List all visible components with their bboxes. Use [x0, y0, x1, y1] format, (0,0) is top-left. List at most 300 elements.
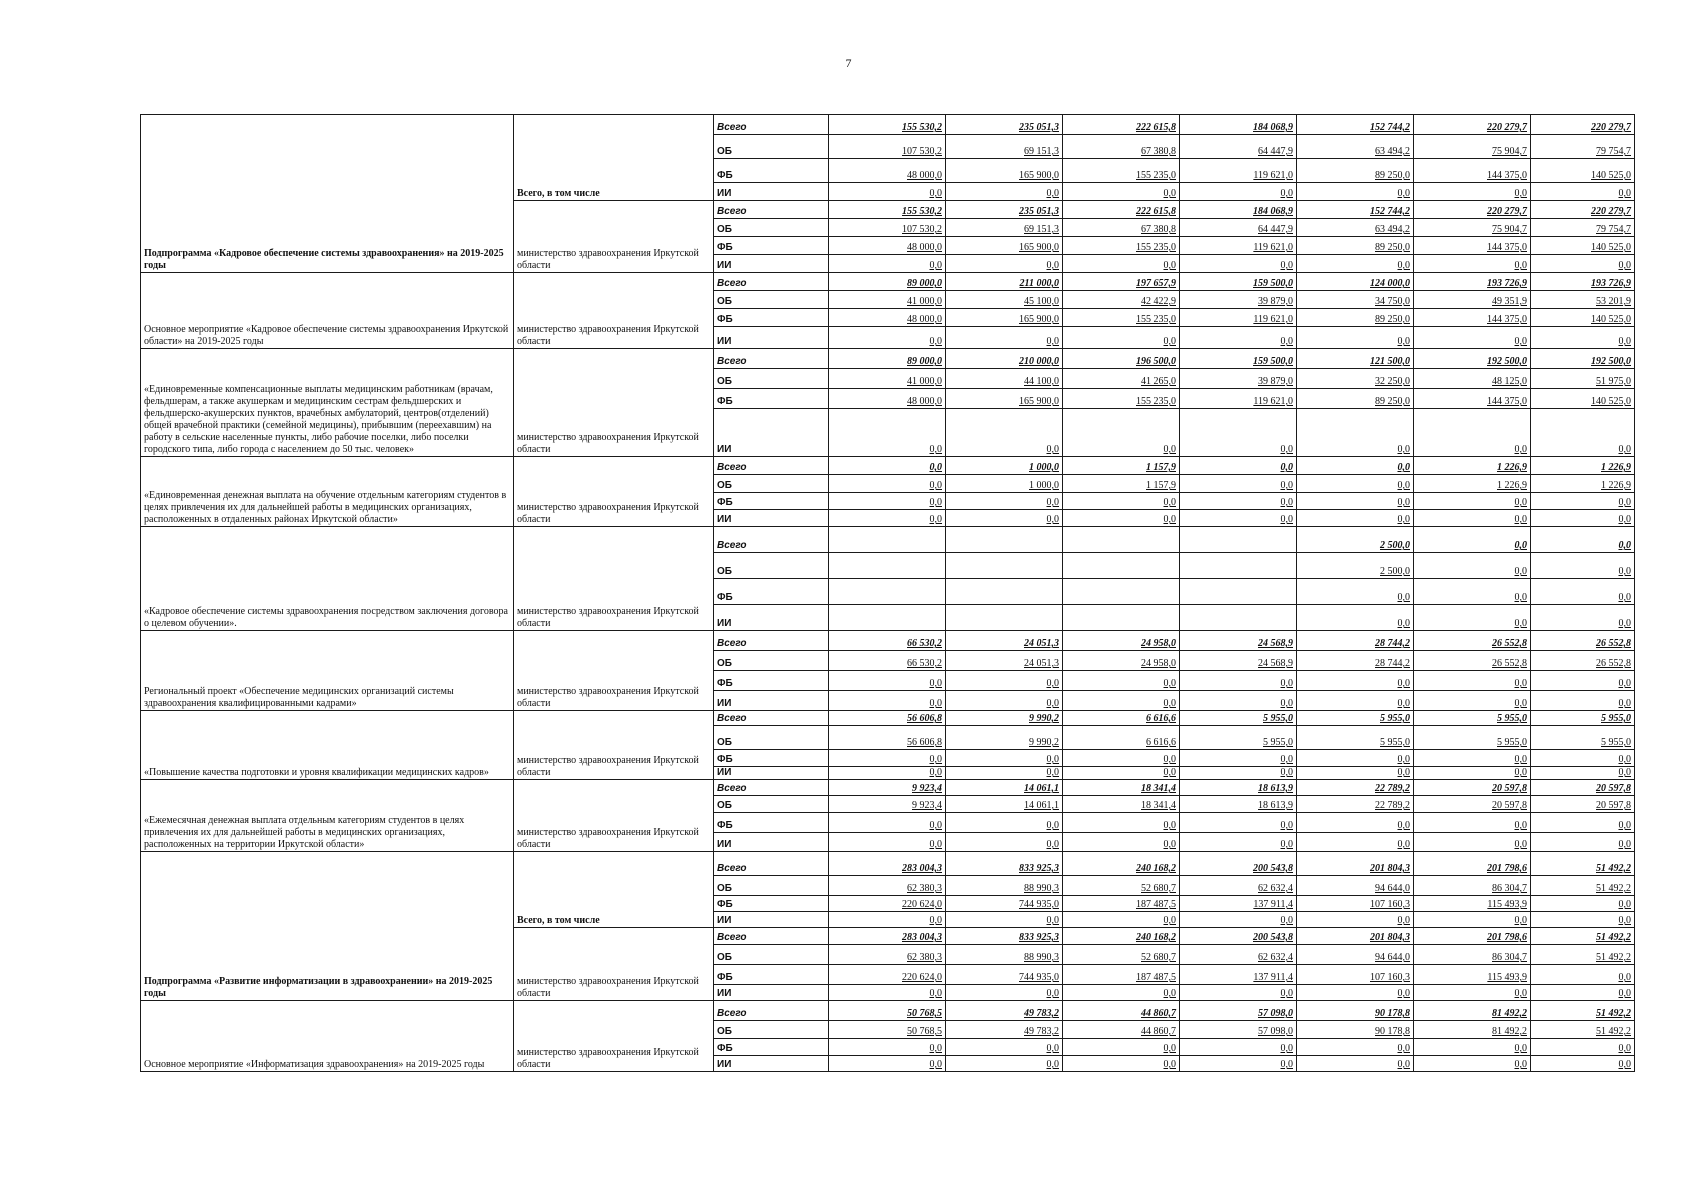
amount-cell: 0,0 [1063, 767, 1180, 780]
amount-cell: 159 500,0 [1180, 273, 1297, 291]
amount-cell: 220 279,7 [1414, 201, 1531, 219]
amount-cell: 0,0 [1531, 255, 1635, 273]
amount-cell: 51 492,2 [1531, 928, 1635, 945]
amount-cell: 144 375,0 [1414, 389, 1531, 409]
funding-source-cell: ОБ [714, 475, 829, 493]
amount-cell: 0,0 [829, 691, 946, 711]
amount-cell: 744 935,0 [946, 896, 1063, 912]
funding-source-cell: ОБ [714, 651, 829, 671]
amount-cell: 0,0 [1180, 671, 1297, 691]
amount-cell: 24 051,3 [946, 651, 1063, 671]
amount-cell: 50 768,5 [829, 1021, 946, 1039]
funding-source-cell: Всего [714, 273, 829, 291]
amount-cell: 1 226,9 [1414, 457, 1531, 475]
amount-cell: 69 151,3 [946, 219, 1063, 237]
amount-cell: 0,0 [1414, 527, 1531, 553]
amount-cell: 0,0 [946, 767, 1063, 780]
amount-cell: 187 487,5 [1063, 965, 1180, 985]
amount-cell: 51 492,2 [1531, 876, 1635, 896]
amount-cell [1180, 553, 1297, 579]
amount-cell: 0,0 [946, 327, 1063, 349]
funding-source-cell: ИИ [714, 833, 829, 852]
amount-cell: 20 597,8 [1414, 780, 1531, 796]
amount-cell: 0,0 [1414, 409, 1531, 457]
amount-cell: 0,0 [1180, 255, 1297, 273]
amount-cell: 192 500,0 [1531, 349, 1635, 369]
amount-cell: 62 380,3 [829, 876, 946, 896]
amount-cell: 89 000,0 [829, 273, 946, 291]
amount-cell: 0,0 [1531, 1056, 1635, 1072]
executor-cell: Всего, в том числе [514, 852, 714, 928]
amount-cell: 107 160,3 [1297, 896, 1414, 912]
amount-cell: 41 265,0 [1063, 369, 1180, 389]
program-name-cell: «Ежемесячная денежная выплата отдельным категориям студентов в целях привлечения их для дальнейшей работы в медицинских организациях, расположенных на территории Иркутской области» [141, 780, 514, 852]
amount-cell: 119 621,0 [1180, 389, 1297, 409]
executor-cell: Всего, в том числе [514, 115, 714, 201]
amount-cell: 0,0 [1531, 553, 1635, 579]
amount-cell: 14 061,1 [946, 780, 1063, 796]
amount-cell: 0,0 [829, 510, 946, 527]
amount-cell: 51 492,2 [1531, 1021, 1635, 1039]
amount-cell: 0,0 [1180, 475, 1297, 493]
amount-cell: 81 492,2 [1414, 1001, 1531, 1021]
amount-cell: 94 644,0 [1297, 876, 1414, 896]
amount-cell: 0,0 [946, 510, 1063, 527]
amount-cell: 5 955,0 [1414, 711, 1531, 726]
amount-cell: 0,0 [1063, 1056, 1180, 1072]
amount-cell: 9 990,2 [946, 726, 1063, 750]
table-row [141, 273, 1635, 291]
amount-cell: 0,0 [1063, 813, 1180, 833]
amount-cell: 1 000,0 [946, 475, 1063, 493]
funding-source-cell: Всего [714, 201, 829, 219]
amount-cell: 88 990,3 [946, 945, 1063, 965]
amount-cell: 0,0 [829, 255, 946, 273]
amount-cell [946, 553, 1063, 579]
program-name-cell: «Единовременные компенсационные выплаты медицинским работникам (врачам, фельдшерам, а также акушеркам и медицинским сестрам фельдшерских и фельдшерско-акушерских пунктов, врачебных амбулаторий, центров(отделений) общей врачебной практики (семейной медицины), прибывшим (переехавшим) на работу в сельские населенные пункты, либо рабочие поселки, либо поселки городского типа, либо города с населением до 50 тыс. человек» [141, 349, 514, 457]
amount-cell: 14 061,1 [946, 796, 1063, 813]
amount-cell: 220 624,0 [829, 965, 946, 985]
amount-cell: 0,0 [1180, 457, 1297, 475]
amount-cell: 89 250,0 [1297, 237, 1414, 255]
amount-cell: 0,0 [1297, 767, 1414, 780]
amount-cell: 0,0 [1297, 1056, 1414, 1072]
amount-cell: 0,0 [1414, 813, 1531, 833]
amount-cell [1180, 605, 1297, 631]
executor-cell: министерство здравоохранения Иркутской области [514, 928, 714, 1001]
amount-cell: 39 879,0 [1180, 291, 1297, 309]
amount-cell: 159 500,0 [1180, 349, 1297, 369]
amount-cell: 0,0 [1297, 493, 1414, 510]
amount-cell: 5 955,0 [1531, 726, 1635, 750]
amount-cell: 192 500,0 [1414, 349, 1531, 369]
amount-cell: 115 493,9 [1414, 896, 1531, 912]
amount-cell: 18 613,9 [1180, 780, 1297, 796]
funding-source-cell: Всего [714, 928, 829, 945]
executor-cell: министерство здравоохранения Иркутской области [514, 201, 714, 273]
amount-cell: 137 911,4 [1180, 896, 1297, 912]
amount-cell: 67 380,8 [1063, 135, 1180, 159]
amount-cell: 22 789,2 [1297, 780, 1414, 796]
amount-cell: 0,0 [1063, 691, 1180, 711]
amount-cell: 0,0 [1180, 813, 1297, 833]
amount-cell: 0,0 [1180, 327, 1297, 349]
amount-cell: 0,0 [1180, 691, 1297, 711]
amount-cell [1180, 579, 1297, 605]
amount-cell: 20 597,8 [1531, 780, 1635, 796]
funding-source-cell: ИИ [714, 409, 829, 457]
amount-cell [829, 605, 946, 631]
amount-cell: 165 900,0 [946, 237, 1063, 255]
amount-cell: 140 525,0 [1531, 237, 1635, 255]
amount-cell: 240 168,2 [1063, 928, 1180, 945]
amount-cell: 0,0 [1063, 327, 1180, 349]
amount-cell: 0,0 [1531, 671, 1635, 691]
funding-source-cell: ИИ [714, 605, 829, 631]
amount-cell: 144 375,0 [1414, 309, 1531, 327]
amount-cell: 0,0 [1414, 833, 1531, 852]
funding-source-cell: ОБ [714, 553, 829, 579]
amount-cell: 119 621,0 [1180, 309, 1297, 327]
amount-cell: 0,0 [1531, 767, 1635, 780]
amount-cell: 140 525,0 [1531, 309, 1635, 327]
program-name-cell: «Кадровое обеспечение системы здравоохранения посредством заключения договора о целевом обучении». [141, 527, 514, 631]
amount-cell: 0,0 [1180, 1056, 1297, 1072]
funding-source-cell: ИИ [714, 767, 829, 780]
funding-source-cell: ФБ [714, 671, 829, 691]
amount-cell: 0,0 [1531, 750, 1635, 767]
amount-cell [1063, 579, 1180, 605]
amount-cell: 0,0 [1531, 579, 1635, 605]
amount-cell: 220 279,7 [1531, 201, 1635, 219]
funding-source-cell: ФБ [714, 750, 829, 767]
amount-cell: 0,0 [1414, 767, 1531, 780]
amount-cell: 52 680,7 [1063, 876, 1180, 896]
amount-cell: 0,0 [1180, 409, 1297, 457]
amount-cell: 41 000,0 [829, 291, 946, 309]
funding-source-cell: ОБ [714, 219, 829, 237]
funding-source-cell: ФБ [714, 389, 829, 409]
funding-source-cell: Всего [714, 457, 829, 475]
amount-cell: 89 250,0 [1297, 389, 1414, 409]
amount-cell: 201 798,6 [1414, 852, 1531, 876]
amount-cell: 42 422,9 [1063, 291, 1180, 309]
amount-cell: 222 615,8 [1063, 201, 1180, 219]
program-name-cell: Подпрограмма «Кадровое обеспечение системы здравоохранения» на 2019-2025 годы [141, 115, 514, 273]
amount-cell: 0,0 [946, 833, 1063, 852]
funding-source-cell: ОБ [714, 726, 829, 750]
amount-cell: 57 098,0 [1180, 1021, 1297, 1039]
amount-cell: 119 621,0 [1180, 237, 1297, 255]
amount-cell: 833 925,3 [946, 852, 1063, 876]
amount-cell: 44 860,7 [1063, 1021, 1180, 1039]
amount-cell: 0,0 [1414, 1056, 1531, 1072]
amount-cell: 9 923,4 [829, 780, 946, 796]
amount-cell: 107 160,3 [1297, 965, 1414, 985]
funding-source-cell: ФБ [714, 579, 829, 605]
amount-cell: 124 000,0 [1297, 273, 1414, 291]
amount-cell: 283 004,3 [829, 928, 946, 945]
funding-source-cell: ИИ [714, 985, 829, 1001]
amount-cell: 0,0 [946, 671, 1063, 691]
amount-cell: 220 624,0 [829, 896, 946, 912]
amount-cell: 193 726,9 [1414, 273, 1531, 291]
amount-cell: 64 447,9 [1180, 219, 1297, 237]
funding-source-cell: ОБ [714, 1021, 829, 1039]
amount-cell: 51 492,2 [1531, 1001, 1635, 1021]
amount-cell: 201 804,3 [1297, 852, 1414, 876]
amount-cell: 89 250,0 [1297, 309, 1414, 327]
amount-cell: 1 000,0 [946, 457, 1063, 475]
amount-cell: 0,0 [829, 493, 946, 510]
funding-source-cell: ИИ [714, 1056, 829, 1072]
amount-cell: 0,0 [1180, 912, 1297, 928]
amount-cell: 0,0 [1531, 409, 1635, 457]
amount-cell: 51 975,0 [1531, 369, 1635, 389]
program-name-cell: Региональный проект «Обеспечение медицинских организаций системы здравоохранения квалифицированными кадрами» [141, 631, 514, 711]
funding-source-cell: ФБ [714, 159, 829, 183]
funding-source-cell: Всего [714, 115, 829, 135]
amount-cell: 6 616,6 [1063, 726, 1180, 750]
amount-cell: 0,0 [946, 255, 1063, 273]
table-row [141, 711, 1635, 726]
amount-cell: 67 380,8 [1063, 219, 1180, 237]
amount-cell: 39 879,0 [1180, 369, 1297, 389]
amount-cell: 0,0 [829, 750, 946, 767]
amount-cell: 0,0 [1531, 896, 1635, 912]
amount-cell: 2 500,0 [1297, 553, 1414, 579]
amount-cell: 152 744,2 [1297, 115, 1414, 135]
amount-cell: 24 568,9 [1180, 651, 1297, 671]
amount-cell: 119 621,0 [1180, 159, 1297, 183]
amount-cell: 222 615,8 [1063, 115, 1180, 135]
budget-table [140, 114, 1635, 1072]
executor-cell: министерство здравоохранения Иркутской области [514, 711, 714, 780]
amount-cell: 0,0 [1531, 605, 1635, 631]
amount-cell [829, 579, 946, 605]
amount-cell: 1 157,9 [1063, 457, 1180, 475]
funding-source-cell: ИИ [714, 912, 829, 928]
amount-cell: 0,0 [946, 409, 1063, 457]
table-row [141, 631, 1635, 651]
amount-cell: 32 250,0 [1297, 369, 1414, 389]
amount-cell: 18 613,9 [1180, 796, 1297, 813]
funding-source-cell: Всего [714, 711, 829, 726]
amount-cell: 0,0 [829, 912, 946, 928]
amount-cell: 5 955,0 [1297, 726, 1414, 750]
funding-source-cell: ОБ [714, 945, 829, 965]
amount-cell: 9 990,2 [946, 711, 1063, 726]
executor-cell: министерство здравоохранения Иркутской области [514, 349, 714, 457]
amount-cell: 62 632,4 [1180, 876, 1297, 896]
amount-cell: 53 201,9 [1531, 291, 1635, 309]
executor-cell: министерство здравоохранения Иркутской области [514, 631, 714, 711]
amount-cell: 0,0 [946, 1056, 1063, 1072]
amount-cell: 6 616,6 [1063, 711, 1180, 726]
amount-cell: 48 000,0 [829, 389, 946, 409]
table-row [141, 527, 1635, 553]
amount-cell: 24 958,0 [1063, 631, 1180, 651]
amount-cell: 0,0 [1297, 833, 1414, 852]
amount-cell: 200 543,8 [1180, 852, 1297, 876]
amount-cell: 0,0 [946, 183, 1063, 201]
amount-cell [946, 579, 1063, 605]
table-row [141, 852, 1635, 876]
amount-cell: 0,0 [1531, 493, 1635, 510]
amount-cell: 144 375,0 [1414, 237, 1531, 255]
amount-cell: 0,0 [1531, 691, 1635, 711]
amount-cell: 0,0 [1297, 671, 1414, 691]
funding-source-cell: ФБ [714, 493, 829, 510]
amount-cell: 66 530,2 [829, 651, 946, 671]
amount-cell: 90 178,8 [1297, 1021, 1414, 1039]
amount-cell: 88 990,3 [946, 876, 1063, 896]
amount-cell: 0,0 [1414, 327, 1531, 349]
amount-cell: 0,0 [829, 1056, 946, 1072]
amount-cell: 0,0 [946, 813, 1063, 833]
amount-cell: 0,0 [1063, 750, 1180, 767]
amount-cell [829, 527, 946, 553]
funding-source-cell: ИИ [714, 691, 829, 711]
amount-cell: 75 904,7 [1414, 219, 1531, 237]
amount-cell: 0,0 [1297, 750, 1414, 767]
program-name-cell: Подпрограмма «Развитие информатизации в здравоохранении» на 2019-2025 годы [141, 852, 514, 1001]
amount-cell [1063, 527, 1180, 553]
amount-cell: 0,0 [1531, 510, 1635, 527]
amount-cell: 89 000,0 [829, 349, 946, 369]
amount-cell: 0,0 [1531, 327, 1635, 349]
amount-cell: 0,0 [829, 671, 946, 691]
amount-cell: 211 000,0 [946, 273, 1063, 291]
amount-cell: 48 000,0 [829, 309, 946, 327]
funding-source-cell: ИИ [714, 255, 829, 273]
amount-cell: 0,0 [1297, 1039, 1414, 1056]
amount-cell: 1 226,9 [1531, 457, 1635, 475]
amount-cell: 0,0 [1297, 183, 1414, 201]
amount-cell: 0,0 [1063, 409, 1180, 457]
amount-cell: 24 568,9 [1180, 631, 1297, 651]
amount-cell: 51 492,2 [1531, 945, 1635, 965]
amount-cell: 155 235,0 [1063, 159, 1180, 183]
amount-cell: 48 000,0 [829, 159, 946, 183]
funding-source-cell: ИИ [714, 183, 829, 201]
amount-cell: 20 597,8 [1414, 796, 1531, 813]
amount-cell: 0,0 [1063, 985, 1180, 1001]
amount-cell: 28 744,2 [1297, 631, 1414, 651]
amount-cell: 2 500,0 [1297, 527, 1414, 553]
amount-cell: 165 900,0 [946, 389, 1063, 409]
amount-cell: 26 552,8 [1531, 651, 1635, 671]
amount-cell: 0,0 [1297, 605, 1414, 631]
amount-cell: 107 530,2 [829, 135, 946, 159]
amount-cell: 140 525,0 [1531, 389, 1635, 409]
amount-cell: 0,0 [1531, 965, 1635, 985]
amount-cell [1063, 553, 1180, 579]
amount-cell: 56 606,8 [829, 726, 946, 750]
amount-cell: 235 051,3 [946, 115, 1063, 135]
amount-cell: 0,0 [829, 327, 946, 349]
amount-cell: 240 168,2 [1063, 852, 1180, 876]
amount-cell: 0,0 [1297, 691, 1414, 711]
amount-cell: 220 279,7 [1414, 115, 1531, 135]
funding-source-cell: ОБ [714, 135, 829, 159]
amount-cell: 48 125,0 [1414, 369, 1531, 389]
amount-cell: 0,0 [1414, 1039, 1531, 1056]
amount-cell: 63 494,2 [1297, 219, 1414, 237]
amount-cell: 0,0 [1180, 750, 1297, 767]
amount-cell: 1 157,9 [1063, 475, 1180, 493]
amount-cell: 0,0 [1414, 553, 1531, 579]
amount-cell: 0,0 [829, 813, 946, 833]
amount-cell: 0,0 [1180, 183, 1297, 201]
amount-cell: 155 235,0 [1063, 309, 1180, 327]
funding-source-cell: ОБ [714, 369, 829, 389]
program-name-cell: Основное мероприятие «Кадровое обеспечение системы здравоохранения Иркутской области» на 2019-2025 годы [141, 273, 514, 349]
amount-cell: 0,0 [1180, 1039, 1297, 1056]
amount-cell: 0,0 [829, 457, 946, 475]
amount-cell: 49 783,2 [946, 1021, 1063, 1039]
amount-cell: 121 500,0 [1297, 349, 1414, 369]
amount-cell: 62 380,3 [829, 945, 946, 965]
amount-cell: 0,0 [1297, 457, 1414, 475]
amount-cell: 201 804,3 [1297, 928, 1414, 945]
amount-cell: 64 447,9 [1180, 135, 1297, 159]
amount-cell: 0,0 [829, 409, 946, 457]
amount-cell: 48 000,0 [829, 237, 946, 255]
amount-cell: 0,0 [1297, 510, 1414, 527]
amount-cell: 283 004,3 [829, 852, 946, 876]
amount-cell: 0,0 [829, 985, 946, 1001]
amount-cell: 0,0 [1180, 510, 1297, 527]
table-row [141, 780, 1635, 796]
amount-cell: 155 530,2 [829, 201, 946, 219]
executor-cell: министерство здравоохранения Иркутской области [514, 1001, 714, 1072]
amount-cell: 0,0 [829, 833, 946, 852]
amount-cell: 0,0 [1063, 1039, 1180, 1056]
amount-cell: 5 955,0 [1531, 711, 1635, 726]
amount-cell: 0,0 [1297, 255, 1414, 273]
amount-cell [946, 605, 1063, 631]
executor-cell: министерство здравоохранения Иркутской области [514, 273, 714, 349]
amount-cell: 0,0 [829, 767, 946, 780]
amount-cell: 187 487,5 [1063, 896, 1180, 912]
amount-cell: 0,0 [1297, 985, 1414, 1001]
amount-cell: 34 750,0 [1297, 291, 1414, 309]
amount-cell: 0,0 [1063, 255, 1180, 273]
funding-source-cell: Всего [714, 527, 829, 553]
funding-source-cell: ФБ [714, 237, 829, 255]
amount-cell: 0,0 [1414, 985, 1531, 1001]
amount-cell: 0,0 [946, 750, 1063, 767]
amount-cell: 0,0 [1531, 985, 1635, 1001]
amount-cell: 155 530,2 [829, 115, 946, 135]
amount-cell: 22 789,2 [1297, 796, 1414, 813]
amount-cell: 144 375,0 [1414, 159, 1531, 183]
amount-cell: 0,0 [1414, 493, 1531, 510]
amount-cell: 44 100,0 [946, 369, 1063, 389]
amount-cell: 24 051,3 [946, 631, 1063, 651]
amount-cell: 140 525,0 [1531, 159, 1635, 183]
amount-cell: 0,0 [1414, 912, 1531, 928]
executor-cell: министерство здравоохранения Иркутской области [514, 780, 714, 852]
amount-cell: 0,0 [1180, 767, 1297, 780]
amount-cell: 18 341,4 [1063, 780, 1180, 796]
amount-cell: 86 304,7 [1414, 945, 1531, 965]
amount-cell: 44 860,7 [1063, 1001, 1180, 1021]
amount-cell: 79 754,7 [1531, 135, 1635, 159]
amount-cell: 0,0 [1297, 912, 1414, 928]
amount-cell: 0,0 [829, 183, 946, 201]
